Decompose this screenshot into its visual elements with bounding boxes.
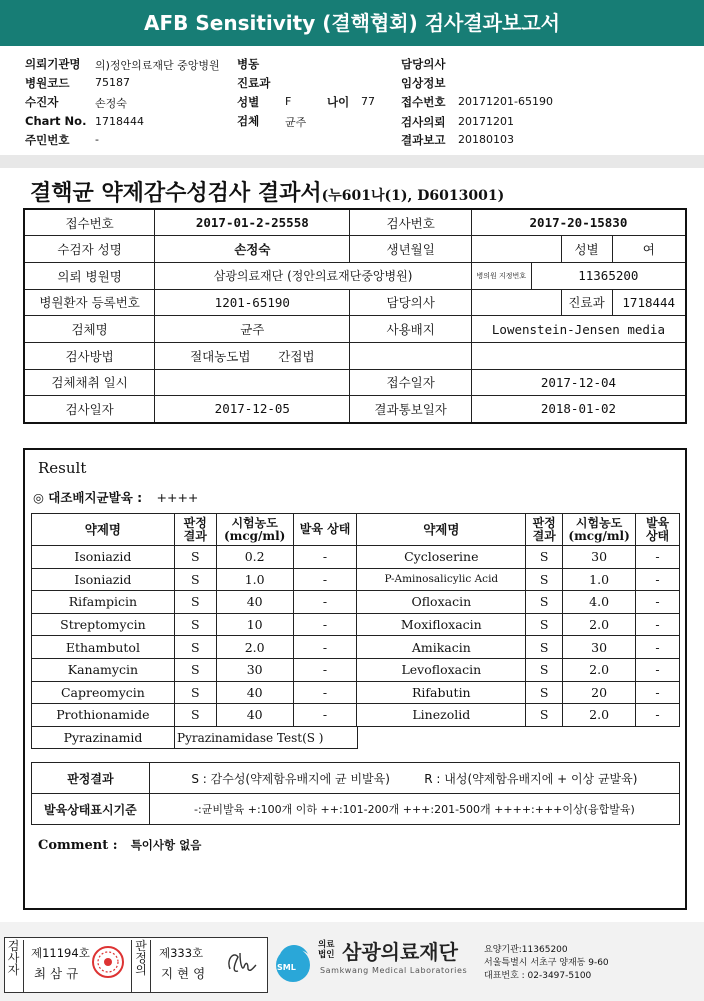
- test-concentration: 40: [216, 704, 293, 727]
- org-address: 서울특별시 서초구 양재동 9-60: [484, 958, 609, 968]
- comment-value: 특이사항 없음: [130, 838, 202, 852]
- form-test-date: 2017-12-05: [155, 396, 350, 423]
- form-method-1: 절대농도법: [190, 348, 251, 364]
- growth-status: -: [293, 658, 357, 681]
- document-title: [30, 176, 504, 207]
- judgement: S: [174, 704, 216, 727]
- org-code: 요양기관:11365200: [484, 945, 568, 955]
- drug-name: Amikacin: [357, 636, 526, 659]
- drug-name: Cycloserine: [357, 546, 526, 569]
- judgement: S: [174, 568, 216, 591]
- test-concentration: 2.0: [563, 704, 636, 727]
- pza-table: [31, 726, 358, 749]
- sex-label: 성별: [237, 95, 260, 109]
- form-specimen-label: 검체명: [24, 316, 155, 343]
- form-method-2: 간접법: [278, 348, 315, 364]
- judgement: S: [174, 636, 216, 659]
- sex-value: F: [285, 95, 292, 108]
- judgement: S: [526, 658, 563, 681]
- org-name: 삼광의료재단: [342, 940, 458, 964]
- pza-drug: Pyrazinamid: [32, 727, 175, 749]
- judgement: S: [526, 546, 563, 569]
- header-conc-left: 시험농도 (mcg/ml): [216, 514, 293, 546]
- drug-name: Levofloxacin: [357, 658, 526, 681]
- form-test-no: 2017-20-15830: [471, 209, 686, 236]
- legend-judge-label: 판정결과: [32, 763, 150, 794]
- drug-row: [32, 591, 680, 614]
- growth-status: -: [293, 704, 357, 727]
- age-label: 나이: [327, 95, 350, 109]
- drug-name: Ofloxacin: [357, 591, 526, 614]
- form-collect-date-label: 검체채취 일시: [24, 369, 155, 396]
- legend-judge-r: R : 내성(약제함유배지에 + 이상 균발육): [424, 771, 638, 786]
- growth-status: -: [636, 591, 680, 614]
- header-growth-right: 발육 상태: [636, 514, 680, 546]
- form-sex: 여: [612, 236, 686, 263]
- sml-logo-icon: [272, 940, 314, 984]
- test-concentration: 40: [216, 681, 293, 704]
- form-hospital: 삼광의료재단 (정안의료재단중앙병원): [155, 262, 472, 289]
- form-hospital-label: 의뢰 병원명: [24, 262, 155, 289]
- tester-name: 최 삼 규: [34, 966, 79, 981]
- growth-status: -: [293, 681, 357, 704]
- department-label: 진료과: [237, 76, 271, 90]
- drug-row: [32, 658, 680, 681]
- growth-status: -: [293, 613, 357, 636]
- org-prefix: 의료법인: [318, 940, 335, 960]
- patient-value: 손정숙: [95, 97, 127, 110]
- form-patient-reg: 1201-65190: [155, 289, 350, 316]
- drug-name: Kanamycin: [32, 658, 175, 681]
- control-growth-label: ◎ 대조배지균발육 :: [33, 490, 143, 505]
- specimen-value: 균주: [285, 116, 307, 129]
- judgement: S: [174, 546, 216, 569]
- test-concentration: 30: [216, 658, 293, 681]
- form-receive-date: 2017-12-04: [471, 369, 686, 396]
- tester-label: 검사자: [4, 940, 24, 992]
- test-concentration: 10: [216, 613, 293, 636]
- test-concentration: 2.0: [563, 658, 636, 681]
- drug-name: Moxifloxacin: [357, 613, 526, 636]
- institution-value: 의)정안의료재단 중앙병원: [95, 59, 220, 72]
- test-concentration: 1.0: [216, 568, 293, 591]
- header-drug-right: 약제명: [357, 514, 526, 546]
- drug-name: P-Aminosalicylic Acid: [357, 568, 526, 591]
- clinical-info-label: 임상정보: [401, 76, 446, 90]
- header-growth-left: 발육 상태: [293, 514, 357, 546]
- ward-label: 병동: [237, 57, 260, 71]
- legend-growth-label: 발육상태표시기준: [32, 794, 150, 825]
- form-receipt-no: 2017-01-2-25558: [155, 209, 350, 236]
- form-name: 손정숙: [155, 236, 350, 263]
- growth-status: -: [636, 568, 680, 591]
- doctor-label: 담당의사: [401, 57, 446, 71]
- form-medium-label: 사용배지: [350, 316, 471, 343]
- approver-label: 판정의: [131, 940, 151, 992]
- form-medium: Lowenstein-Jensen media: [471, 316, 686, 343]
- chart-no-label: Chart No.: [25, 114, 87, 128]
- legend-judge: [149, 763, 679, 794]
- approver-name: 지 현 영: [161, 966, 206, 981]
- header-judge-right: 판정 결과: [526, 514, 563, 546]
- form-dob-label: 생년월일: [350, 236, 471, 263]
- test-concentration: 30: [563, 636, 636, 659]
- institution-label: 의뢰기관명: [25, 57, 81, 71]
- drug-row: [32, 568, 680, 591]
- id-no-label: 주민번호: [25, 133, 70, 147]
- legend-table: [31, 762, 680, 825]
- result-heading: Result: [38, 459, 87, 477]
- drug-row: [32, 704, 680, 727]
- comment-label: Comment :: [38, 838, 118, 853]
- header-conc-right: 시험농도 (mcg/ml): [563, 514, 636, 546]
- susceptibility-table: [31, 513, 680, 727]
- drug-name: Rifabutin: [357, 681, 526, 704]
- document-subtitle: (누601나(1), D6013001): [321, 188, 505, 204]
- test-concentration: 2.0: [216, 636, 293, 659]
- drug-name: Streptomycin: [32, 613, 175, 636]
- legend-judge-s: S : 감수성(약제함유배지에 균 비발육): [191, 771, 390, 786]
- test-concentration: 2.0: [563, 613, 636, 636]
- form-hospital-no-label: 병의원 지정번호: [471, 262, 531, 289]
- growth-status: -: [636, 658, 680, 681]
- form-dept-label: 진료과: [561, 289, 612, 316]
- judgement: S: [174, 613, 216, 636]
- judgement: S: [526, 636, 563, 659]
- org-badge: SML: [277, 963, 296, 972]
- comment: [38, 834, 201, 853]
- legend-growth: -:균비발육 +:100개 이하 ++:101-200개 +++:201-500개 ++++:+++이상(융합발육): [149, 794, 679, 825]
- signature-icon: [222, 947, 260, 979]
- drug-name: Isoniazid: [32, 568, 175, 591]
- control-growth-value: ++++: [156, 490, 199, 505]
- drug-row: [32, 546, 680, 569]
- form-sex-label: 성별: [561, 236, 612, 263]
- form-name-label: 수검자 성명: [24, 236, 155, 263]
- judgement: S: [526, 681, 563, 704]
- header-drug-left: 약제명: [32, 514, 175, 546]
- id-no-value: -: [95, 133, 99, 146]
- patient-info-table: [23, 208, 687, 424]
- drug-row: [32, 681, 680, 704]
- form-hospital-no: 11365200: [531, 262, 686, 289]
- judgement: S: [174, 681, 216, 704]
- org-phone: 대표번호 : 02-3497-5100: [484, 971, 592, 981]
- growth-status: -: [293, 591, 357, 614]
- tester-seal-icon: [91, 945, 125, 979]
- test-concentration: 40: [216, 591, 293, 614]
- test-concentration: 1.0: [563, 568, 636, 591]
- judgement: S: [526, 568, 563, 591]
- form-method-blank: [471, 342, 686, 369]
- drug-name: Isoniazid: [32, 546, 175, 569]
- approver-no: 제333호: [159, 946, 204, 960]
- hospital-code-label: 병원코드: [25, 76, 70, 90]
- form-method: [155, 342, 350, 369]
- drug-row: [32, 636, 680, 659]
- drug-name: Capreomycin: [32, 681, 175, 704]
- growth-status: -: [293, 568, 357, 591]
- control-growth: [33, 488, 198, 506]
- receipt-no-label: 접수번호: [401, 95, 446, 109]
- header-judge-left: 판정 결과: [174, 514, 216, 546]
- form-doctor-label: 담당의사: [350, 289, 471, 316]
- specimen-label: 검체: [237, 114, 260, 128]
- growth-status: -: [636, 681, 680, 704]
- drug-name: Rifampicin: [32, 591, 175, 614]
- test-concentration: 4.0: [563, 591, 636, 614]
- separator-band: [0, 155, 704, 168]
- form-patient-reg-label: 병원환자 등록번호: [24, 289, 155, 316]
- document-title-text: 결핵균 약제감수성검사 결과서: [30, 180, 322, 206]
- judgement: S: [526, 591, 563, 614]
- test-concentration: 0.2: [216, 546, 293, 569]
- form-dept: 1718444: [612, 289, 686, 316]
- drug-name: Linezolid: [357, 704, 526, 727]
- form-collect-date: [155, 369, 350, 396]
- form-notify-date-label: 결과통보일자: [350, 396, 471, 423]
- growth-status: -: [636, 704, 680, 727]
- test-concentration: 30: [563, 546, 636, 569]
- drug-row: [32, 613, 680, 636]
- form-dob: [471, 236, 561, 263]
- form-specimen: 균주: [155, 316, 350, 343]
- drug-name: Ethambutol: [32, 636, 175, 659]
- growth-status: -: [636, 636, 680, 659]
- form-receive-date-label: 접수일자: [350, 369, 471, 396]
- report-date-label: 결과보고: [401, 133, 446, 147]
- request-date-value: 20171201: [458, 115, 514, 128]
- form-method-extra: [350, 342, 471, 369]
- form-receipt-no-label: 접수번호: [24, 209, 155, 236]
- judgement: S: [174, 591, 216, 614]
- growth-status: -: [293, 636, 357, 659]
- receipt-no-value: 20171201-65190: [458, 95, 553, 108]
- form-doctor: [471, 289, 561, 316]
- form-test-date-label: 검사일자: [24, 396, 155, 423]
- form-notify-date: 2018-01-02: [471, 396, 686, 423]
- hospital-code-value: 75187: [95, 76, 130, 89]
- growth-status: -: [636, 546, 680, 569]
- patient-label: 수진자: [25, 95, 59, 109]
- judgement: S: [526, 704, 563, 727]
- judgement: S: [174, 658, 216, 681]
- report-date-value: 20180103: [458, 133, 514, 146]
- growth-status: -: [293, 546, 357, 569]
- form-test-no-label: 검사번호: [350, 209, 471, 236]
- judgement: S: [526, 613, 563, 636]
- age-value: 77: [361, 95, 375, 108]
- pza-result: Pyrazinamidase Test(S ): [175, 727, 358, 749]
- chart-no-value: 1718444: [95, 115, 144, 128]
- tester-no: 제11194호: [31, 946, 90, 960]
- growth-status: -: [636, 613, 680, 636]
- form-method-label: 검사방법: [24, 342, 155, 369]
- request-date-label: 검사의뢰: [401, 115, 446, 129]
- org-name-en: Samkwang Medical Laboratories: [320, 966, 468, 975]
- report-header: AFB Sensitivity (결핵협회) 검사결과보고서: [0, 0, 704, 46]
- drug-name: Prothionamide: [32, 704, 175, 727]
- test-concentration: 20: [563, 681, 636, 704]
